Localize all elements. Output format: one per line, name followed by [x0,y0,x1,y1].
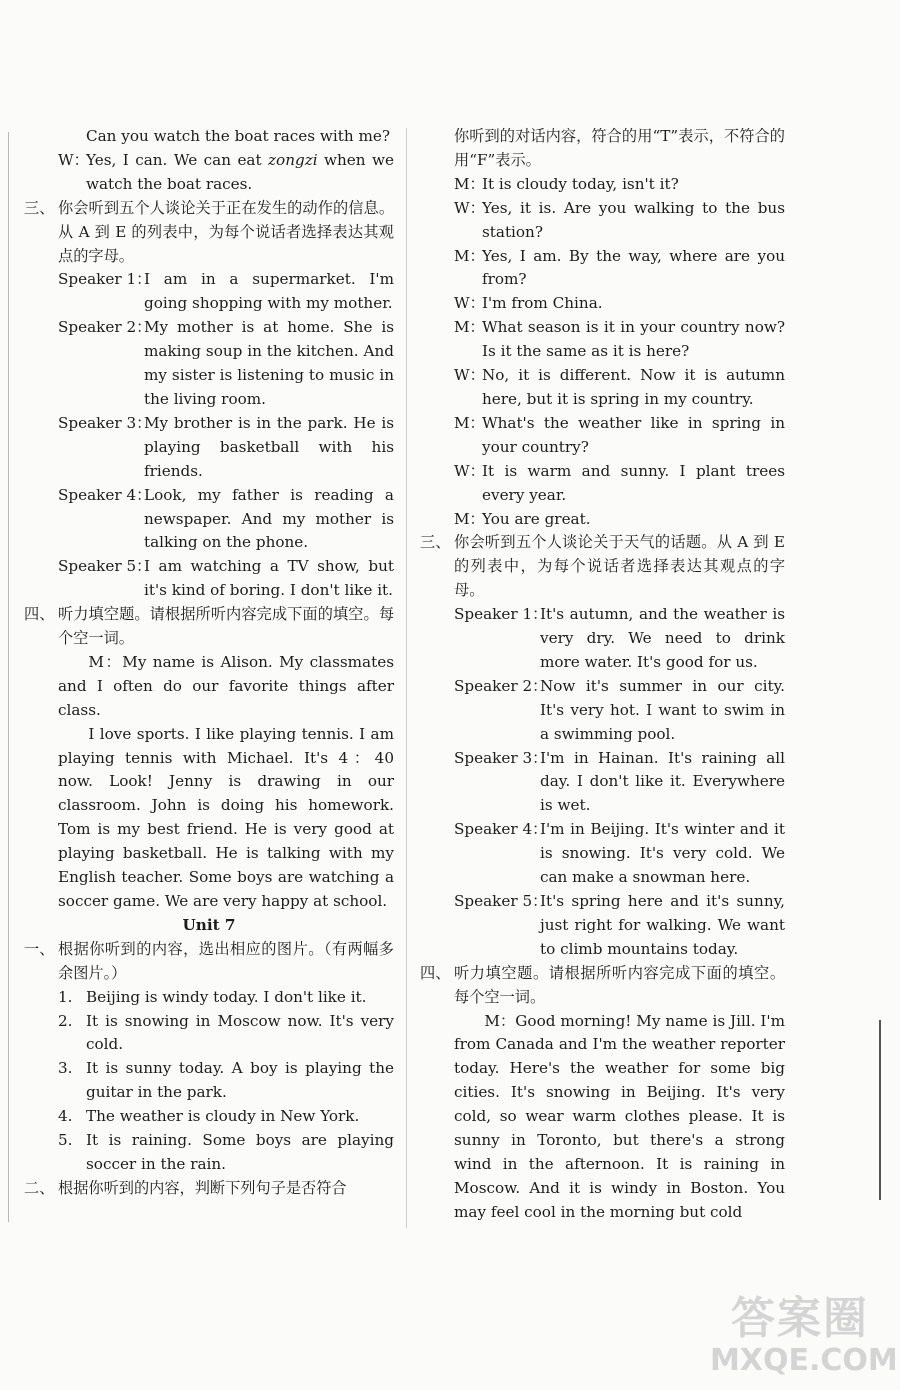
passage [420,1010,785,1225]
passage-paragraph: M：My name is Alison. My classmates and I often do our favorite things after class. [58,652,394,719]
speaker-tag: W： [58,150,89,169]
speaker-entry: Speaker 4： Look, my father is reading a newspaper. And my mother is talking on the phone. [58,485,394,552]
section-4-heading: 四、 听力填空题。请根据所听内容完成下面的填空。每个空一词。 [420,963,785,1006]
watermark [710,1293,898,1384]
italic-word: zongzi [268,150,318,169]
dialogue-line: W： Yes, it is. Are you walking to the bus station? [454,198,785,241]
dialogue-continuation: Can you watch the boat races with me? [86,127,390,145]
speaker-entry: Speaker 5： It's spring here and it's sunny, just right for walking. We want to climb mountains today. [454,892,785,958]
dialogue-line: W： No, it is different. Now it is autumn here, but it is spring in my country. [454,366,785,408]
speaker-entry: Speaker 2： My mother is at home. She is making soup in the kitchen. And my sister is listening to music in the living room. [58,318,394,408]
dialogue-line: M： Yes, I am. By the way, where are you from? [454,246,785,289]
section-number: 四、 [24,605,55,624]
dialogue-line: M： It is cloudy today, isn't it? [454,174,679,193]
passage-paragraph: I love sports. I like playing tennis. I am playing tennis with Michael. It's 4：40 now. Look! Jenny is drawing in our classroom. John is doing his homework. Tom is my best friend. He is very good at playing basketball. He is talking with my English teacher. Some boys are watching a soccer game. We are very happy at school. [58,724,394,910]
section-number: 四、 [420,963,451,982]
watermark-logo: 答案圈 [731,1293,869,1344]
list-item: 4. The weather is cloudy in New York. [58,1107,360,1126]
section-3-heading: 三、 你会听到五个人谈论关于正在发生的动作的信息。从 A 到 E 的列表中，为每个说话者选择表达其观点的字母。 [24,198,394,265]
section-4-heading: 四、 听力填空题。请根据所听内容完成下面的填空。每个空一词。 [24,605,394,648]
scan-edge-mark [406,128,407,1228]
passage [24,651,394,914]
dialogue-line: M： You are great. [454,509,591,528]
unit-heading: Unit 7 [182,915,236,934]
speaker-entry: Speaker 1： It's autumn, and the weather is very dry. We need to drink more water. It's good for us. [454,605,785,671]
left-column [24,125,394,1201]
list-item: 3. It is sunny today. A boy is playing the guitar in the park. [58,1059,394,1102]
speaker-entry: Speaker 1： I am in a supermarket. I'm going shopping with my mother. [58,270,394,313]
section-number: 二、 [24,1178,55,1197]
scan-edge-mark [8,132,9,1222]
section-2-continuation: 你听到的对话内容，符合的用“T”表示，不符合的用“F”表示。 [454,127,785,169]
speaker-entry: Speaker 3： My brother is in the park. He is playing basketball with his friends. [58,413,394,480]
right-column [420,125,785,1225]
dialogue-line: M： What season is it in your country now? Is it the same as it is here? [454,318,785,361]
speaker-entry: Speaker 5： I am watching a TV show, but it's kind of boring. I don't like it. [58,557,394,600]
dialogue-line: W： Yes, I can. We can eat zongzi when we watch the boat races. [58,150,395,193]
dialogue-line: W： It is warm and sunny. I plant trees every year. [454,461,785,504]
speaker-entry: Speaker 2： Now it's summer in our city. It's very hot. I want to swim in a swimming pool. [454,676,785,743]
section-number: 三、 [420,533,451,552]
unit-section-1-heading: 一、 根据你听到的内容，选出相应的图片。（有两幅多余图片。） [24,939,394,982]
dialogue-line: W： I'm from China. [454,294,603,313]
list-item: 5. It is raining. Some boys are playing soccer in the rain. [58,1131,394,1173]
unit-section-2-heading: 二、 根据你听到的内容，判断下列句子是否符合 [24,1177,394,1201]
dialogue-line: M： What's the weather like in spring in your country? [454,413,785,456]
speaker-entry: Speaker 3： I'm in Hainan. It's raining all day. I don't like it. Everywhere is wet. [454,748,785,815]
list-item: 1. Beijing is windy today. I don't like it. [58,987,367,1006]
speaker-entry: Speaker 4： I'm in Beijing. It's winter and it is snowing. It's very cold. We can make a snowman here. [454,820,785,887]
section-3-heading: 三、 你会听到五个人谈论关于天气的话题。从 A 到 E 的列表中，为每个说话者选择表达其观点的字母。 [420,533,785,600]
section-number: 一、 [24,939,55,958]
watermark-url: MXQE.COM [710,1343,898,1378]
section-number: 三、 [24,198,55,217]
passage-paragraph: M：Good morning! My name is Jill. I'm from Canada and I'm the weather reporter today. Here's the weather for some big cities. It's snowing in Beijing. It's very cold, so wear warm clothes please. It is sunny in Toronto, but there's a strong wind in the afternoon. It is raining in Moscow. And it is windy in Boston. You may feel cool in the morning but cold [454,1011,785,1221]
list-item: 2. It is snowing in Moscow now. It's very cold. [58,1011,394,1054]
scan-edge-mark [879,1020,881,1200]
